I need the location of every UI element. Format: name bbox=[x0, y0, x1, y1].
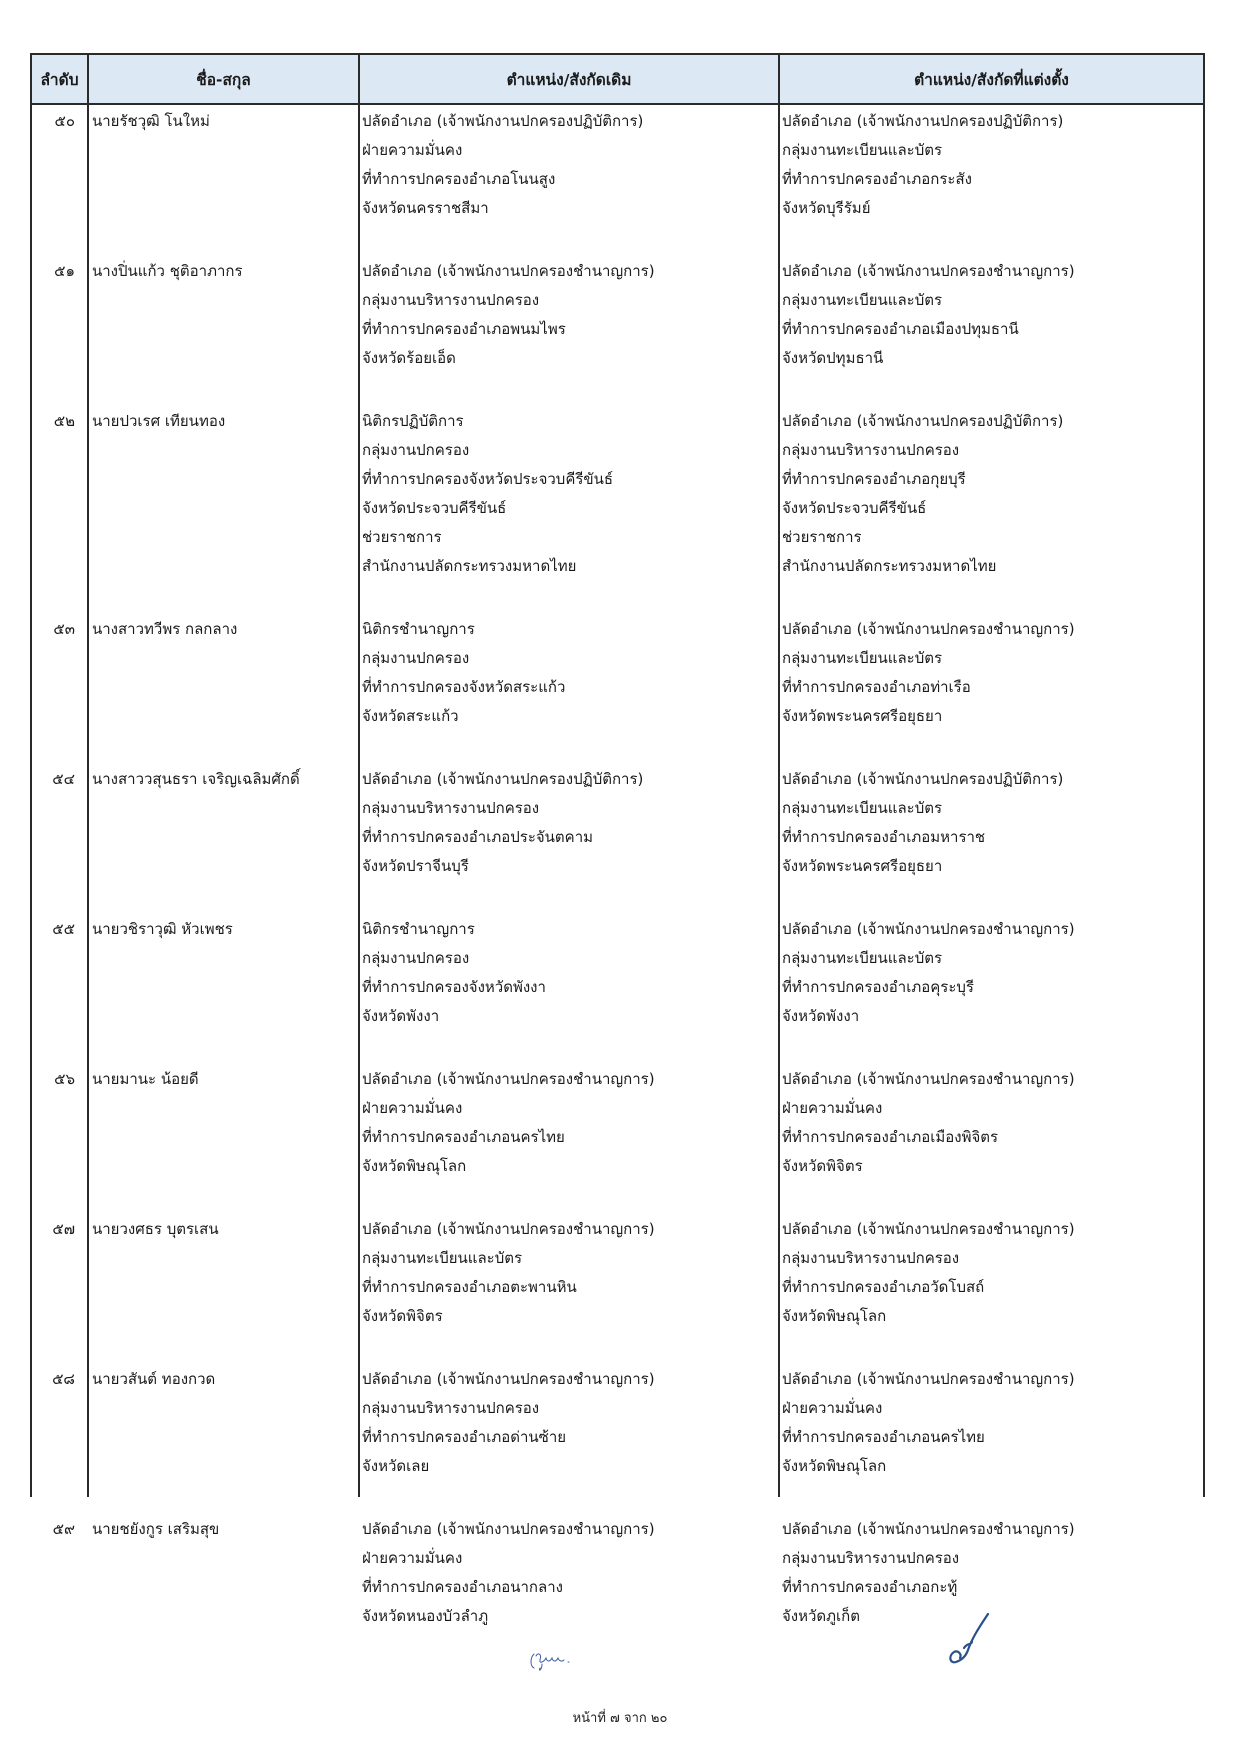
row-number: ๕๘ bbox=[52, 1370, 75, 1388]
new-position-cell bbox=[778, 257, 1201, 373]
new-position-line: จังหวัดปทุมธานี bbox=[782, 349, 884, 367]
old-position-line: กลุ่มงานปกครอง bbox=[362, 441, 470, 459]
new-position-line: กลุ่มงานทะเบียนและบัตร bbox=[782, 291, 943, 309]
new-position-line: ที่ทำการปกครองอำเภอกระสัง bbox=[782, 170, 972, 188]
new-position-line: กลุ่มงานทะเบียนและบัตร bbox=[782, 949, 943, 967]
new-position-line: จังหวัดพระนครศรีอยุธยา bbox=[782, 707, 943, 725]
person-name: นายมานะ น้อยดี bbox=[92, 1070, 199, 1088]
old-position-line: กลุ่มงานปกครอง bbox=[362, 649, 470, 667]
new-position-line: ที่ทำการปกครองอำเภอกุยบุรี bbox=[782, 470, 966, 488]
row-spacer bbox=[30, 1331, 1205, 1361]
new-position-line: ปลัดอำเภอ (เจ้าพนักงานปกครองปฏิบัติการ) bbox=[782, 770, 1064, 788]
page-number: หน้าที่ ๗ จาก ๒๐ bbox=[572, 1711, 668, 1726]
old-position-line: จังหวัดประจวบคีรีขันธ์ bbox=[362, 499, 507, 517]
new-position-line: ที่ทำการปกครองอำเภอท่าเรือ bbox=[782, 678, 971, 696]
signature-right bbox=[948, 1612, 994, 1668]
table-row bbox=[30, 911, 1205, 1031]
row-number: ๕๓ bbox=[53, 620, 75, 638]
new-position-line: กลุ่มงานบริหารงานปกครอง bbox=[782, 1549, 960, 1567]
old-position-line: ที่ทำการปกครองจังหวัดพังงา bbox=[362, 978, 546, 996]
old-position-line: จังหวัดพิจิตร bbox=[362, 1307, 443, 1325]
person-name: นางสาวทวีพร กลกลาง bbox=[92, 620, 238, 638]
table-row bbox=[30, 253, 1205, 373]
old-position-line: ที่ทำการปกครองอำเภอตะพานหิน bbox=[362, 1278, 577, 1296]
new-position-line: จังหวัดบุรีรัมย์ bbox=[782, 199, 871, 217]
table-row bbox=[30, 1211, 1205, 1331]
new-position-line: กลุ่มงานทะเบียนและบัตร bbox=[782, 649, 943, 667]
row-spacer bbox=[30, 731, 1205, 761]
old-position-cell bbox=[358, 765, 778, 881]
person-name: นายปวเรศ เทียนทอง bbox=[92, 412, 226, 430]
old-position-line: ปลัดอำเภอ (เจ้าพนักงานปกครองชำนาญการ) bbox=[362, 1370, 655, 1388]
old-position-line: กลุ่มงานทะเบียนและบัตร bbox=[362, 1249, 523, 1267]
new-position-line: จังหวัดภูเก็ต bbox=[782, 1607, 861, 1625]
old-position-line: ฝ่ายความมั่นคง bbox=[362, 1549, 463, 1567]
old-position-line: กลุ่มงานบริหารงานปกครอง bbox=[362, 799, 540, 817]
table-row bbox=[30, 1511, 1205, 1631]
new-position-line: จังหวัดพิจิตร bbox=[782, 1157, 863, 1175]
new-position-line: จังหวัดพิษณุโลก bbox=[782, 1457, 887, 1475]
new-position-line: ที่ทำการปกครองอำเภอวัดโบสถ์ bbox=[782, 1278, 985, 1296]
new-position-cell bbox=[778, 765, 1201, 881]
new-position-line: ปลัดอำเภอ (เจ้าพนักงานปกครองชำนาญการ) bbox=[782, 262, 1075, 280]
table-row bbox=[30, 1361, 1205, 1481]
new-position-line: ปลัดอำเภอ (เจ้าพนักงานปกครองชำนาญการ) bbox=[782, 1370, 1075, 1388]
row-spacer bbox=[30, 1481, 1205, 1511]
row-number: ๕๗ bbox=[52, 1220, 75, 1238]
new-position-line: ปลัดอำเภอ (เจ้าพนักงานปกครองชำนาญการ) bbox=[782, 1220, 1075, 1238]
new-position-cell bbox=[778, 107, 1201, 223]
old-position-cell bbox=[358, 107, 778, 223]
old-position-cell bbox=[358, 407, 778, 581]
new-position-line: จังหวัดพิษณุโลก bbox=[782, 1307, 887, 1325]
new-position-line: ปลัดอำเภอ (เจ้าพนักงานปกครองชำนาญการ) bbox=[782, 620, 1075, 638]
row-number: ๕๒ bbox=[53, 412, 75, 430]
person-name: นายรัชวุฒิ โนใหม่ bbox=[92, 112, 210, 130]
new-position-line: ปลัดอำเภอ (เจ้าพนักงานปกครองชำนาญการ) bbox=[782, 1520, 1075, 1538]
row-number: ๕๕ bbox=[52, 920, 75, 938]
new-position-cell bbox=[778, 407, 1201, 581]
person-name: นางสาววสุนธรา เจริญเฉลิมศักดิ์ bbox=[92, 770, 300, 788]
old-position-line: นิติกรชำนาญการ bbox=[362, 620, 475, 638]
old-position-line: ปลัดอำเภอ (เจ้าพนักงานปกครองชำนาญการ) bbox=[362, 262, 655, 280]
row-spacer bbox=[30, 1031, 1205, 1061]
new-position-line: ปลัดอำเภอ (เจ้าพนักงานปกครองชำนาญการ) bbox=[782, 1070, 1075, 1088]
old-position-line: ที่ทำการปกครองอำเภอด่านซ้าย bbox=[362, 1428, 567, 1446]
old-position-line: จังหวัดพังงา bbox=[362, 1007, 440, 1025]
row-spacer bbox=[30, 581, 1205, 611]
old-position-line: จังหวัดปราจีนบุรี bbox=[362, 857, 469, 875]
header-name: ชื่อ-สกุล bbox=[89, 55, 360, 103]
old-position-line: ที่ทำการปกครองอำเภอพนมไพร bbox=[362, 320, 566, 338]
row-number: ๕๔ bbox=[52, 770, 75, 788]
old-position-line: กลุ่มงานบริหารงานปกครอง bbox=[362, 291, 540, 309]
signature-left bbox=[528, 1650, 574, 1674]
old-position-line: ช่วยราชการ bbox=[362, 528, 442, 546]
new-position-cell bbox=[778, 1065, 1201, 1181]
new-position-line: กลุ่มงานทะเบียนและบัตร bbox=[782, 799, 943, 817]
person-name: นายวชิราวุฒิ หัวเพชร bbox=[92, 920, 233, 938]
old-position-line: ที่ทำการปกครองอำเภอนครไทย bbox=[362, 1128, 565, 1146]
signature-left-icon bbox=[528, 1650, 574, 1674]
old-position-cell bbox=[358, 1365, 778, 1481]
old-position-cell bbox=[358, 1065, 778, 1181]
old-position-line: จังหวัดร้อยเอ็ด bbox=[362, 349, 456, 367]
new-position-line: ปลัดอำเภอ (เจ้าพนักงานปกครองชำนาญการ) bbox=[782, 920, 1075, 938]
table-row bbox=[30, 103, 1205, 223]
table-rows bbox=[30, 103, 1205, 1631]
old-position-line: ที่ทำการปกครองอำเภอโนนสูง bbox=[362, 170, 556, 188]
new-position-cell bbox=[778, 1215, 1201, 1331]
old-position-line: ฝ่ายความมั่นคง bbox=[362, 1099, 463, 1117]
old-position-line: ปลัดอำเภอ (เจ้าพนักงานปกครองชำนาญการ) bbox=[362, 1220, 655, 1238]
table-row bbox=[30, 611, 1205, 731]
new-position-cell bbox=[778, 615, 1201, 731]
old-position-cell bbox=[358, 1515, 778, 1631]
new-position-line: จังหวัดประจวบคีรีขันธ์ bbox=[782, 499, 927, 517]
new-position-line: จังหวัดพระนครศรีอยุธยา bbox=[782, 857, 943, 875]
row-spacer bbox=[30, 1181, 1205, 1211]
signature-right-icon bbox=[948, 1612, 994, 1668]
new-position-line: ฝ่ายความมั่นคง bbox=[782, 1099, 883, 1117]
new-position-line: กลุ่มงานบริหารงานปกครอง bbox=[782, 441, 960, 459]
old-position-line: ที่ทำการปกครองจังหวัดสระแก้ว bbox=[362, 678, 566, 696]
new-position-line: ปลัดอำเภอ (เจ้าพนักงานปกครองปฏิบัติการ) bbox=[782, 412, 1064, 430]
old-position-cell bbox=[358, 257, 778, 373]
row-number: ๕๐ bbox=[54, 112, 75, 130]
new-position-line: ที่ทำการปกครองอำเภอนครไทย bbox=[782, 1428, 985, 1446]
header-new-position: ตำแหน่ง/สังกัดที่แต่งตั้ง bbox=[914, 70, 1069, 89]
new-position-line: ฝ่ายความมั่นคง bbox=[782, 1399, 883, 1417]
old-position-cell bbox=[358, 915, 778, 1031]
old-position-line: จังหวัดเลย bbox=[362, 1457, 430, 1475]
header-old-position: ตำแหน่ง/สังกัดเดิม bbox=[360, 55, 780, 103]
old-position-line: นิติกรชำนาญการ bbox=[362, 920, 475, 938]
new-position-line: สำนักงานปลัดกระทรวงมหาดไทย bbox=[782, 557, 997, 575]
new-position-line: กลุ่มงานบริหารงานปกครอง bbox=[782, 1249, 960, 1267]
row-spacer bbox=[30, 881, 1205, 911]
old-position-line: จังหวัดสระแก้ว bbox=[362, 707, 459, 725]
table-header bbox=[32, 55, 1203, 105]
old-position-line: ที่ทำการปกครองอำเภอประจันตคาม bbox=[362, 828, 594, 846]
row-number: ๕๑ bbox=[54, 262, 75, 280]
old-position-line: สำนักงานปลัดกระทรวงมหาดไทย bbox=[362, 557, 577, 575]
person-name: นางปิ่นแก้ว ชุติอาภากร bbox=[92, 262, 243, 280]
old-position-line: ที่ทำการปกครองอำเภอนากลาง bbox=[362, 1578, 563, 1596]
new-position-line: ที่ทำการปกครองอำเภอมหาราช bbox=[782, 828, 986, 846]
person-name: นายวงศธร บุตรเสน bbox=[92, 1220, 219, 1238]
old-position-line: นิติกรปฏิบัติการ bbox=[362, 412, 464, 430]
old-position-line: จังหวัดนครราชสีมา bbox=[362, 199, 489, 217]
old-position-line: กลุ่มงานปกครอง bbox=[362, 949, 470, 967]
old-position-line: ปลัดอำเภอ (เจ้าพนักงานปกครองชำนาญการ) bbox=[362, 1520, 655, 1538]
old-position-line: ปลัดอำเภอ (เจ้าพนักงานปกครองปฏิบัติการ) bbox=[362, 112, 644, 130]
old-position-line: จังหวัดหนองบัวลำภู bbox=[362, 1607, 489, 1625]
old-position-line: ที่ทำการปกครองจังหวัดประจวบคีรีขันธ์ bbox=[362, 470, 614, 488]
row-number: ๕๙ bbox=[52, 1520, 75, 1538]
person-name: นายชยังกูร เสริมสุข bbox=[92, 1520, 220, 1538]
old-position-line: กลุ่มงานบริหารงานปกครอง bbox=[362, 1399, 540, 1417]
old-position-line: ปลัดอำเภอ (เจ้าพนักงานปกครองปฏิบัติการ) bbox=[362, 770, 644, 788]
person-name: นายวสันต์ ทองกวด bbox=[92, 1370, 216, 1388]
new-position-line: ที่ทำการปกครองอำเภอกะทู้ bbox=[782, 1578, 958, 1596]
new-position-line: ช่วยราชการ bbox=[782, 528, 862, 546]
row-spacer bbox=[30, 223, 1205, 253]
table-row bbox=[30, 403, 1205, 581]
table-row bbox=[30, 1061, 1205, 1181]
new-position-cell bbox=[778, 915, 1201, 1031]
header-no: ลำดับ bbox=[32, 55, 89, 103]
row-spacer bbox=[30, 373, 1205, 403]
table-row bbox=[30, 761, 1205, 881]
new-position-line: ที่ทำการปกครองอำเภอเมืองพิจิตร bbox=[782, 1128, 999, 1146]
new-position-line: กลุ่มงานทะเบียนและบัตร bbox=[782, 141, 943, 159]
new-position-cell bbox=[778, 1365, 1201, 1481]
new-position-line: ปลัดอำเภอ (เจ้าพนักงานปกครองปฏิบัติการ) bbox=[782, 112, 1064, 130]
old-position-cell bbox=[358, 1215, 778, 1331]
new-position-line: จังหวัดพังงา bbox=[782, 1007, 860, 1025]
row-number: ๕๖ bbox=[54, 1070, 75, 1088]
new-position-line: ที่ทำการปกครองอำเภอเมืองปทุมธานี bbox=[782, 320, 1019, 338]
old-position-cell bbox=[358, 615, 778, 731]
old-position-line: ฝ่ายความมั่นคง bbox=[362, 141, 463, 159]
old-position-line: จังหวัดพิษณุโลก bbox=[362, 1157, 467, 1175]
new-position-line: ที่ทำการปกครองอำเภอคุระบุรี bbox=[782, 978, 974, 996]
old-position-line: ปลัดอำเภอ (เจ้าพนักงานปกครองชำนาญการ) bbox=[362, 1070, 655, 1088]
